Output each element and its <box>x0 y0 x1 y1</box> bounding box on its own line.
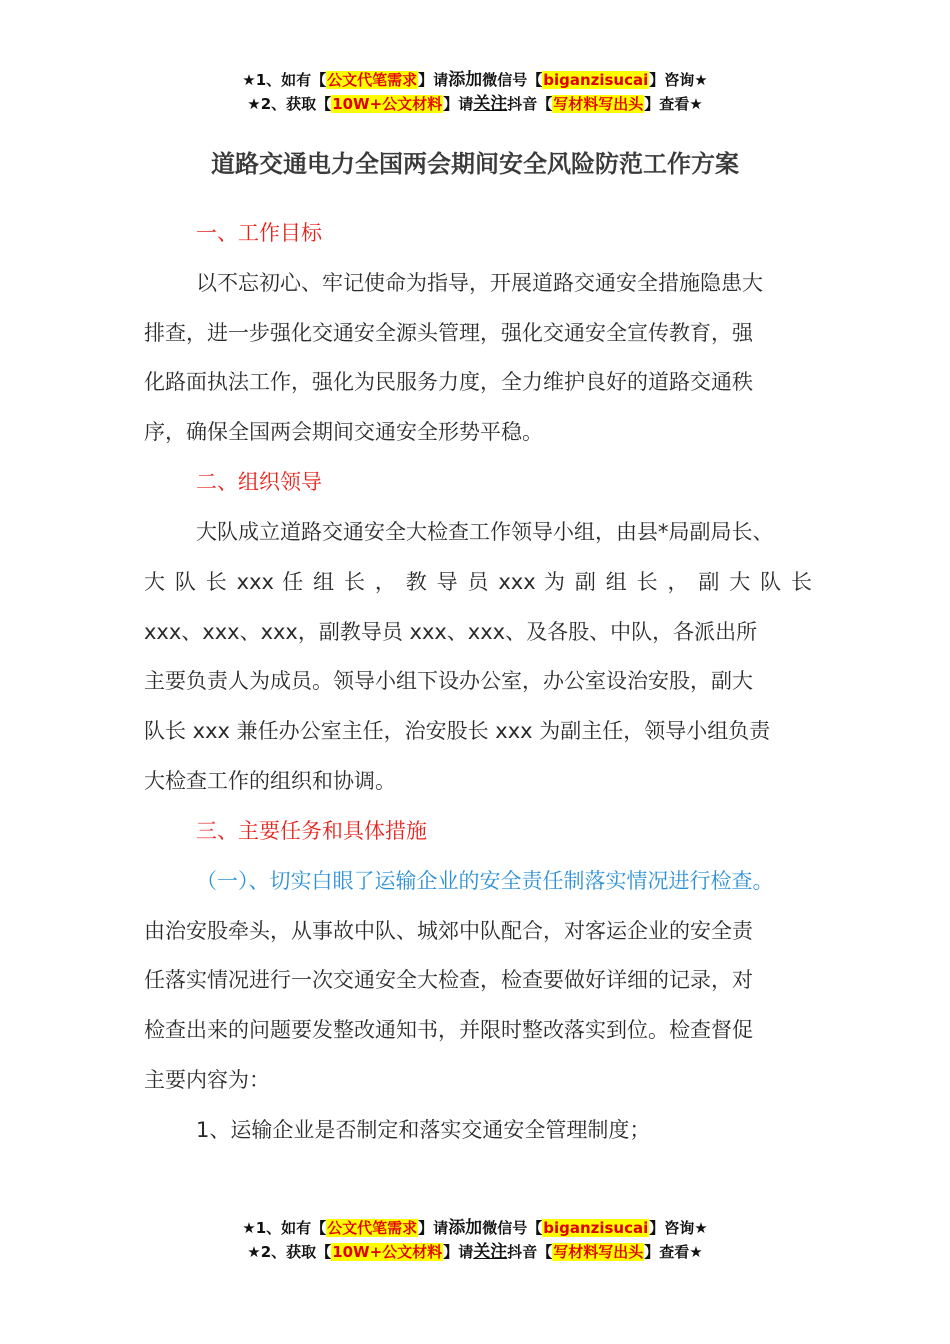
banner-text: 】咨询★ <box>649 1219 708 1237</box>
banner-text: ★1、如有【 <box>242 71 327 89</box>
banner-text: ★2、获取【 <box>247 1243 332 1261</box>
banner-text: 微信号【 <box>482 1219 543 1237</box>
section-heading-organization: 二、组织领导 <box>196 470 322 494</box>
banner-highlight: 10W+公文材料 <box>332 1243 443 1261</box>
paragraph-line: 大队成立道路交通安全大检查工作领导小组，由县*局副局长、 <box>196 520 774 544</box>
paragraph-line: 以不忘初心、牢记使命为指导，开展道路交通安全措施隐患大 <box>196 271 763 295</box>
paragraph-line: 主要负责人为成员。领导小组下设办公室，办公室设治安股，副大 <box>144 669 753 693</box>
banner-text: 】请 <box>443 95 474 113</box>
banner-text: ★1、如有【 <box>242 1219 327 1237</box>
paragraph-line: xxx、xxx、xxx，副教导员 xxx、xxx、及各股、中队，各派出所 <box>144 620 758 644</box>
paragraph-line: 检查出来的问题要发整改通知书，并限时整改落实到位。检查督促 <box>144 1018 753 1042</box>
banner-line-2 <box>0 92 950 116</box>
banner-emphasis: 添加 <box>448 1218 483 1238</box>
paragraph-line: 序，确保全国两会期间交通安全形势平稳。 <box>144 420 543 444</box>
footer-banner <box>0 1216 950 1264</box>
section-heading-tasks: 三、主要任务和具体措施 <box>196 819 427 843</box>
banner-line-1 <box>0 1216 950 1240</box>
paragraph-line: 大检查工作的组织和协调。 <box>144 769 396 793</box>
banner-text: 微信号【 <box>482 71 543 89</box>
banner-highlight: 公文代笔需求 <box>327 71 418 89</box>
banner-text: 】请 <box>418 1219 449 1237</box>
banner-emphasis: 添加 <box>448 70 483 90</box>
banner-text: 抖音【 <box>507 95 553 113</box>
section-heading-goals: 一、工作目标 <box>196 221 322 245</box>
paragraph-line: 由治安股牵头，从事故中队、城郊中队配合，对客运企业的安全责 <box>144 919 753 943</box>
banner-highlight: biganzisucai <box>543 71 649 89</box>
banner-highlight: 公文代笔需求 <box>327 1219 418 1237</box>
banner-text: 】请 <box>418 71 449 89</box>
paragraph-line: 化路面执法工作，强化为民服务力度，全力维护良好的道路交通秩 <box>144 370 753 394</box>
header-banner <box>0 68 950 116</box>
paragraph-line: 队长 xxx 兼任办公室主任，治安股长 xxx 为副主任，领导小组负责 <box>144 719 771 743</box>
banner-emphasis: 关注 <box>473 1242 508 1262</box>
banner-highlight: 写材料写出头 <box>553 95 644 113</box>
subsection-heading: （一）、切实白眼了运输企业的安全责任制落实情况进行检查。 <box>196 869 774 893</box>
banner-highlight: biganzisucai <box>543 1219 649 1237</box>
paragraph-line: 排查，进一步强化交通安全源头管理，强化交通安全宣传教育，强 <box>144 321 753 345</box>
paragraph-line: 主要内容为： <box>144 1068 270 1092</box>
paragraph-line: 任落实情况进行一次交通安全大检查，检查要做好详细的记录，对 <box>144 968 753 992</box>
document-title: 道路交通电力全国两会期间安全风险防范工作方案 <box>211 150 739 178</box>
banner-text: 】查看★ <box>644 1243 703 1261</box>
banner-emphasis: 关注 <box>473 94 508 114</box>
banner-highlight: 10W+公文材料 <box>332 95 443 113</box>
banner-line-1 <box>0 68 950 92</box>
banner-text: 抖音【 <box>507 1243 553 1261</box>
banner-text: 】查看★ <box>644 95 703 113</box>
banner-text: 】请 <box>443 1243 474 1261</box>
paragraph-line: 大 队 长 xxx 任 组 长 ， 教 导 员 xxx 为 副 组 长 ， 副 大 队 长 <box>144 570 812 594</box>
banner-text: 】咨询★ <box>649 71 708 89</box>
list-item: 1、运输企业是否制定和落实交通安全管理制度； <box>196 1118 651 1142</box>
banner-line-2 <box>0 1240 950 1264</box>
banner-text: ★2、获取【 <box>247 95 332 113</box>
banner-highlight: 写材料写出头 <box>553 1243 644 1261</box>
